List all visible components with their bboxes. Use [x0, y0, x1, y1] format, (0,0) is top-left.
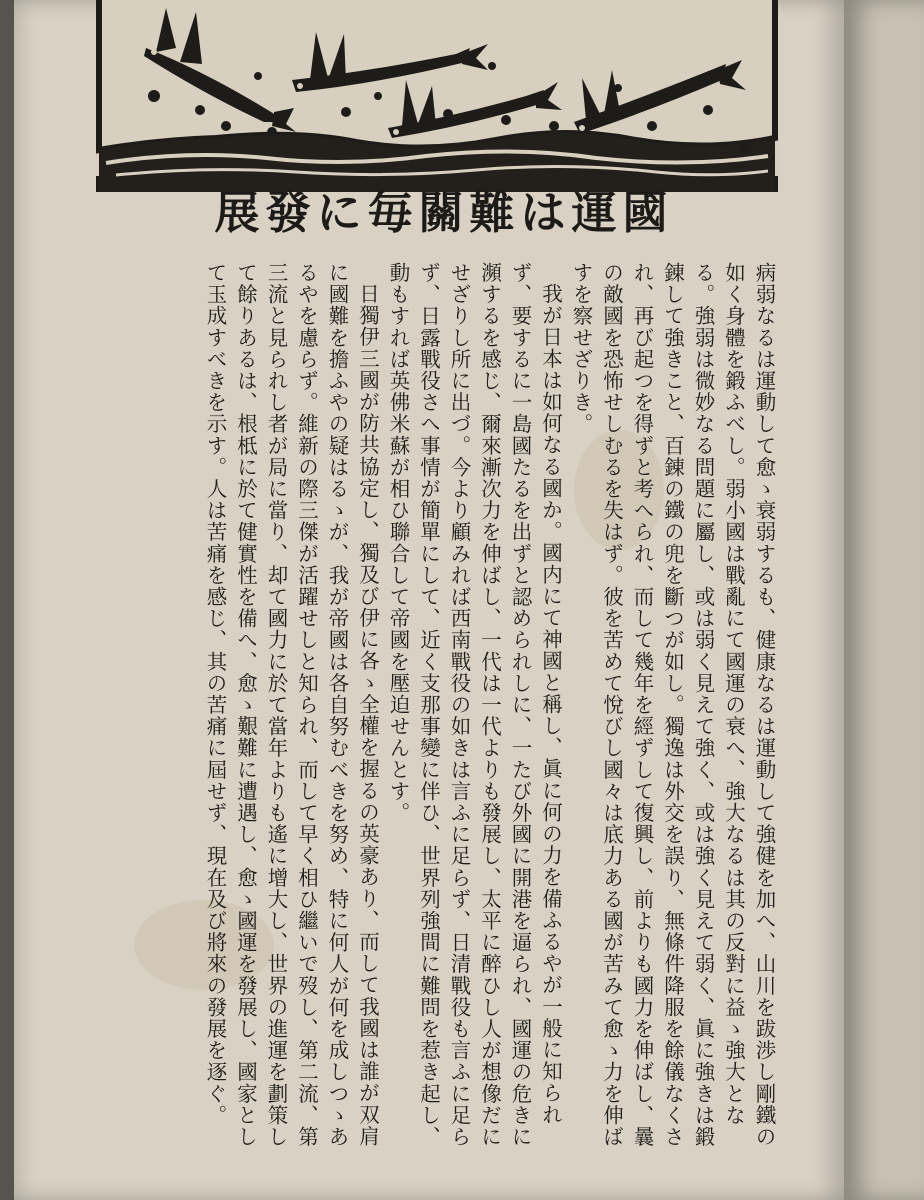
- adjacent-page-edge: [844, 0, 924, 1200]
- paragraph-2: 我が日本は如何なる國か。國内にて神國と稱し、眞に何の力を備ふるやが一般に知られず、要するに一島國たるを出ずと認められしに、一たび外國に開港を逼られ、國運の危きに瀕するを感じ、爾來漸次力を伸ばし、一代は一代よりも發展し、太平に醉ひし人が想像だにせざりし所に出づ。今より顧みれば西南戰役の如きは言ふに足らず、日清戰役も言ふに足らず、日露戰役さへ事情が簡單にして、近く支那事變に伴ひ、世界列強間に難問を惹き起し、動もすれば英佛米蘇が相ひ聯合して帝國を壓迫せんとす。: [386, 262, 563, 1148]
- paragraph-1: 病弱なるは運動して愈ゝ衰弱するも、健康なるは運動して強健を加へ、山川を跋渉し剛鐵の如く身體を鍛ふべし。弱小國は戰亂にて國運の衰へ、強大なるは其の反對に益ゝ強大となる。強弱は微妙なる問題に屬し、或は弱く見えて強く、或は強く見えて弱く、眞に強きは鍛錬して強きこと、百錬の鐵の兜を斷つが如し。獨逸は外交を誤り、無條件降服を餘儀なくされ、再び起つを得ずと考へられ、而して幾年を經ずして復興し、前よりも國力を伸ばし、曩の敵國を恐怖せしむるを失はず。彼を苦めて悅びし國々は底力ある國が苦みて愈ゝ力を伸ばすを察せざりき。: [569, 262, 776, 1148]
- article-title: 國運は難關毎に發展: [214, 185, 674, 239]
- magazine-page: [14, 0, 844, 1200]
- flying-fish-woodcut-illustration: [96, 0, 778, 192]
- article-body: [79, 262, 779, 1162]
- paragraph-3: 日獨伊三國が防共協定し、獨及び伊に各ゝ全權を握るの英豪あり、而して我國は誰が双肩に國難を擔ふやの疑はるゝが、我が帝國は各自努むべきを努め、特に何人が何を成しつゝあるやを慮らず。維新の際三傑が活躍せしと知られ、而して早く相ひ繼いで歿し、第二流、第三流と見られし者が局に當り、却て國力に於て當年よりも遙に增大し、世界の進運を劃策して餘りあるは、根柢に於て健實性を備へ、愈ゝ艱難に遭遇し、愈ゝ國運を發展し、國家として玉成すべきを示す。人は苦痛を感じ、其の苦痛に屆せず、現在及び將來の發展を逐ぐ。: [203, 262, 380, 1148]
